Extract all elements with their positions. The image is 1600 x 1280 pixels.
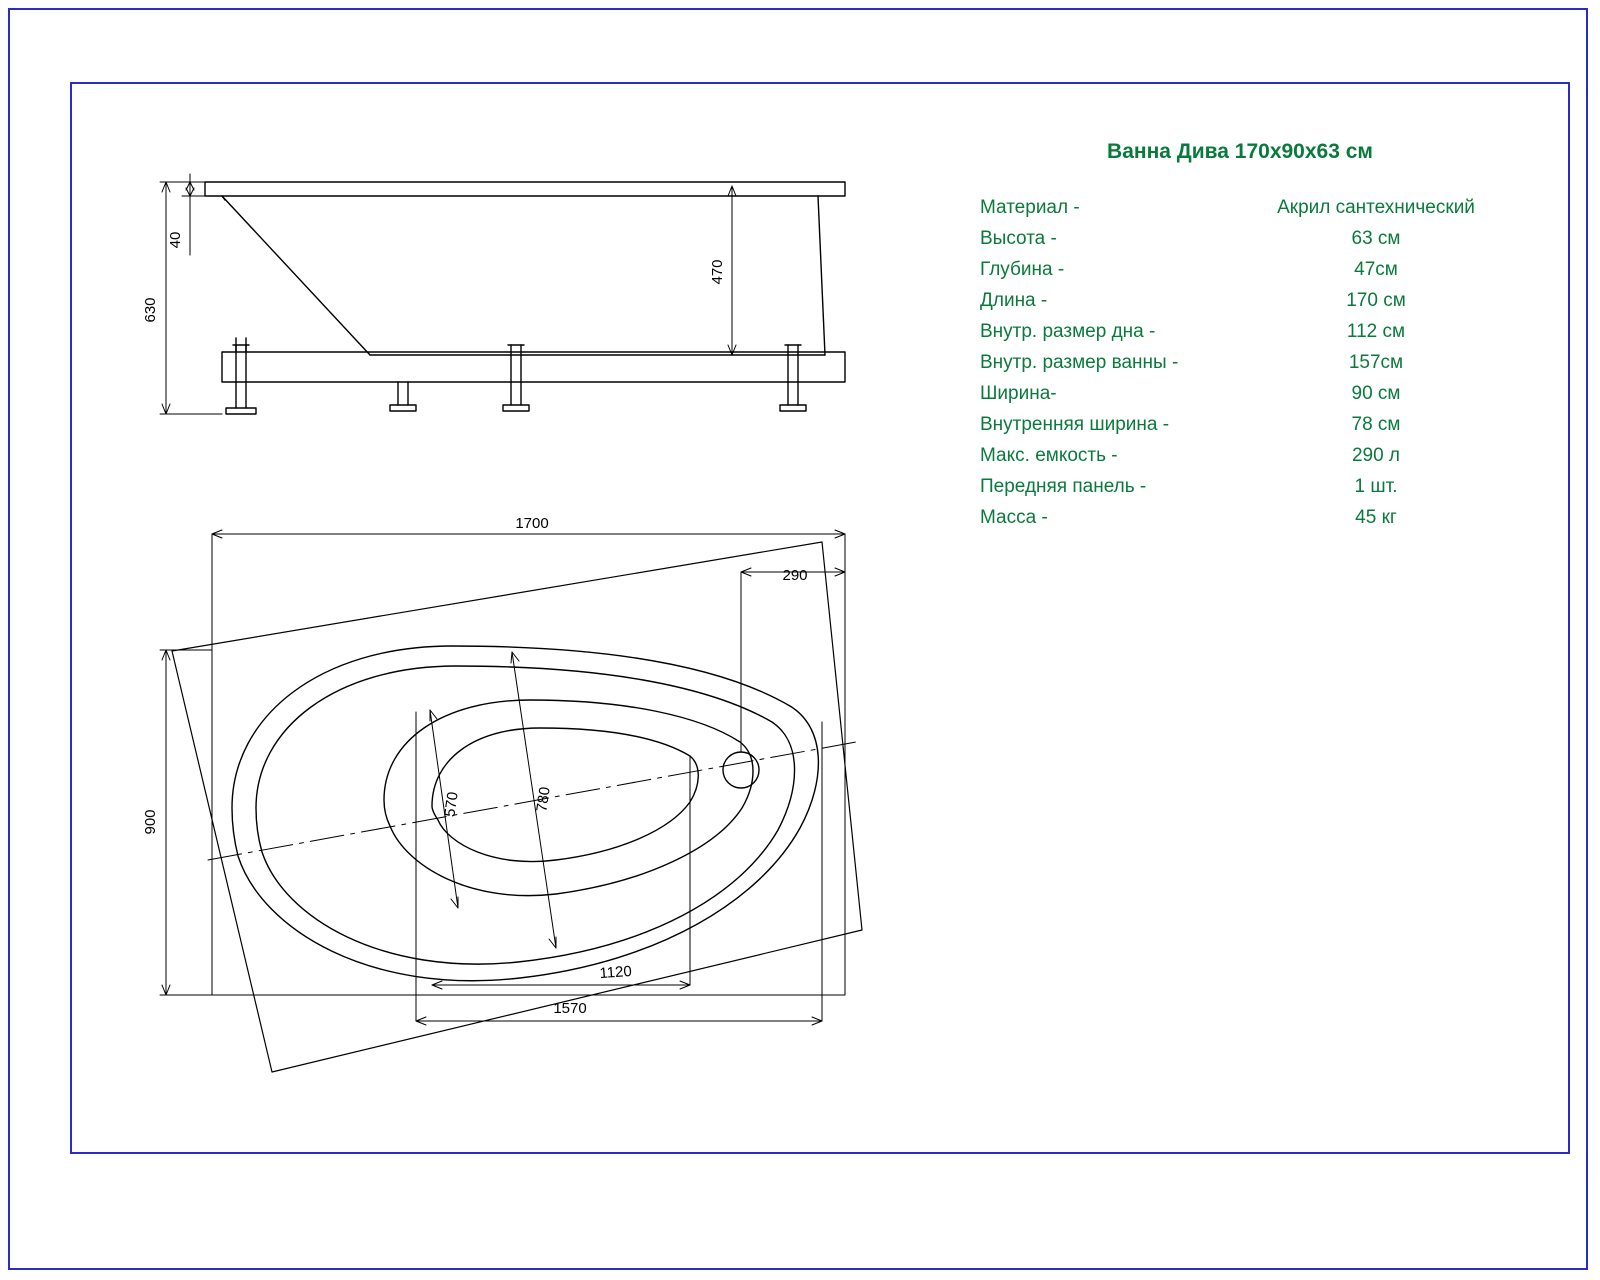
spec-row-capacity xyxy=(980,440,1500,471)
spec-value: 112 см xyxy=(1346,321,1406,342)
side-view-body xyxy=(222,196,825,355)
spec-value: 170 см xyxy=(1346,290,1406,311)
spec-row-depth xyxy=(980,254,1500,285)
spec-value: 45 кг xyxy=(1355,507,1397,528)
top-view-bottom-outline xyxy=(432,728,698,862)
dim-label-780: 780 xyxy=(533,785,554,813)
spec-row-material xyxy=(980,192,1500,223)
spec-row-mass xyxy=(980,502,1500,533)
dim-label-570: 570 xyxy=(441,790,462,818)
top-view-dimensions xyxy=(160,530,845,1025)
spec-label: Ширина- xyxy=(980,383,1057,404)
spec-value: 290 л xyxy=(1351,445,1401,466)
dim-label-900: 900 xyxy=(142,809,159,835)
spec-label: Макс. емкость - xyxy=(980,445,1118,466)
top-view-rim-inner-outline xyxy=(256,666,795,964)
spec-label: Внутр. размер дна - xyxy=(980,321,1156,342)
spec-value: 90 см xyxy=(1351,383,1401,404)
side-view-rim xyxy=(205,182,845,196)
spec-label: Высота - xyxy=(980,228,1057,249)
side-view-frame xyxy=(222,352,845,382)
dim-label-1120: 1120 xyxy=(598,962,633,983)
center-axis-line xyxy=(208,742,856,860)
dim-label-1700: 1700 xyxy=(515,515,549,532)
spec-label: Внутренняя ширина - xyxy=(980,414,1170,435)
side-view-legs xyxy=(226,338,806,414)
dim-label-630: 630 xyxy=(142,297,159,323)
top-view-outer-outline xyxy=(232,646,818,981)
spec-label: Масса - xyxy=(980,507,1048,528)
specification-panel xyxy=(980,140,1500,533)
dim-label-290: 290 xyxy=(782,567,808,584)
spec-label: Внутр. размер ванны - xyxy=(980,352,1179,373)
spec-value: 47см xyxy=(1354,259,1398,280)
spec-value: 1 шт. xyxy=(1354,476,1398,497)
spec-value: 63 см xyxy=(1351,228,1401,249)
spec-row-inner-bottom-size xyxy=(980,316,1500,347)
spec-label: Длина - xyxy=(980,290,1048,311)
spec-label: Передняя панель - xyxy=(980,476,1147,497)
spec-row-inner-bath-size xyxy=(980,347,1500,378)
spec-value: 78 см xyxy=(1351,414,1401,435)
spec-value: 157см xyxy=(1348,352,1404,373)
spec-value: Акрил сантехнический xyxy=(1277,197,1475,218)
spec-label: Материал - xyxy=(980,197,1080,218)
page-title: Ванна Дива 170x90x63 см xyxy=(1107,140,1373,163)
spec-row-length xyxy=(980,285,1500,316)
dim-label-1570: 1570 xyxy=(553,1000,587,1017)
spec-row-width xyxy=(980,378,1500,409)
dim-label-470: 470 xyxy=(709,259,726,285)
top-view-tilted-rect xyxy=(172,542,862,1072)
top-view-bowl-outline xyxy=(384,700,753,896)
spec-row-height xyxy=(980,223,1500,254)
dimension-labels xyxy=(142,232,808,1017)
spec-row-front-panel xyxy=(980,471,1500,502)
spec-label: Глубина - xyxy=(980,259,1065,280)
spec-row-inner-width xyxy=(980,409,1500,440)
dim-label-40: 40 xyxy=(167,231,184,249)
